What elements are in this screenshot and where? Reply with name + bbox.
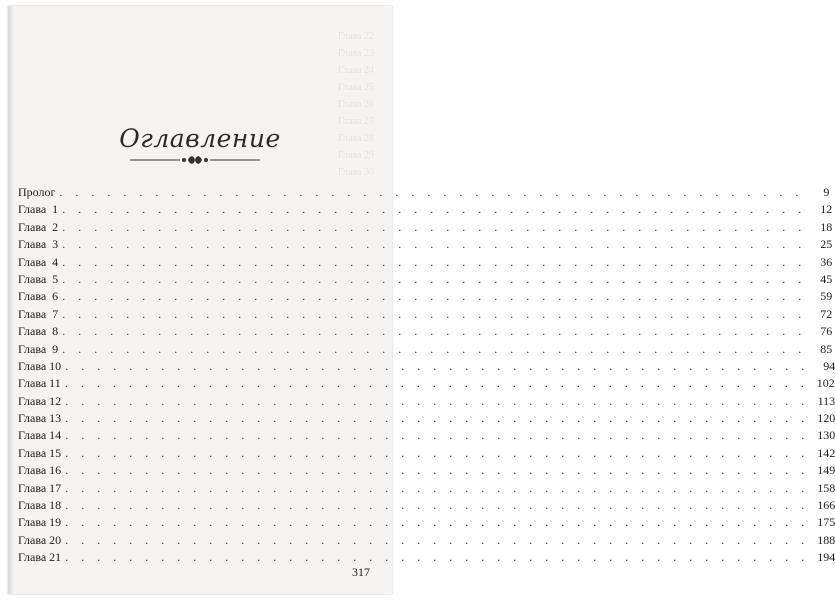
toc-entry-page: 45 bbox=[820, 271, 833, 286]
dot-leader: . . . . . . . . . . . . . . . . . . . . . . . . . . . . . . . . . . . . . . . . . . . . . . . bbox=[59, 185, 804, 199]
dot-leader: . . . . . . . . . . . . . . . . . . . . . . . . . . . . . . . . . . . . . . . . . . . . . . . bbox=[65, 445, 810, 460]
dot-leader: . . . . . . . . . . . . . . . . . . . . . . . . . . . . . . . . . . . . . . . . . . . . . . . bbox=[64, 376, 809, 391]
toc-entry bbox=[18, 532, 835, 549]
toc-entry bbox=[18, 497, 835, 514]
toc-entry bbox=[18, 254, 833, 271]
ornament-divider-icon bbox=[130, 154, 260, 166]
book-page bbox=[8, 6, 835, 594]
dot-leader: . . . . . . . . . . . . . . . . . . . . . . . . . . . . . . . . . . . . . . . . . . . . . . . bbox=[65, 358, 810, 373]
toc-entry bbox=[18, 549, 835, 566]
dot-leader: . . . . . . . . . . . . . . . . . . . . . . . . . . . . . . . . . . . . . . . . . . . . . . . bbox=[62, 306, 807, 321]
ghost-line: Глава 30 bbox=[338, 167, 374, 178]
page-title: Оглавление bbox=[119, 124, 281, 153]
toc-entry-page: 142 bbox=[817, 445, 835, 460]
toc-entry bbox=[18, 341, 833, 358]
dot-leader: . . . . . . . . . . . . . . . . . . . . . . . . . . . . . . . . . . . . . . . . . . . . . . . bbox=[65, 532, 810, 547]
ghost-line: Глава 29 bbox=[338, 150, 374, 161]
dot-leader: . . . . . . . . . . . . . . . . . . . . . . . . . . . . . . . . . . . . . . . . . . . . . . . bbox=[62, 324, 807, 339]
toc-entry bbox=[18, 393, 835, 410]
toc-entry-label: Глава 19 bbox=[18, 515, 62, 530]
dot-leader: . . . . . . . . . . . . . . . . . . . . . . . . . . . . . . . . . . . . . . . . . . . . . . . bbox=[65, 480, 810, 495]
toc-entry-label: Глава 1 bbox=[18, 202, 59, 217]
table-of-contents bbox=[18, 184, 835, 567]
toc-entry-page: 102 bbox=[816, 376, 835, 391]
ghost-line: Глава 27 bbox=[338, 116, 374, 127]
toc-entry-label: Глава 11 bbox=[18, 376, 61, 391]
toc-entry-label: Глава 17 bbox=[18, 480, 62, 495]
toc-entry-label: Глава 12 bbox=[18, 393, 62, 408]
toc-entry bbox=[18, 271, 833, 288]
toc-entry-page: 149 bbox=[817, 463, 835, 478]
toc-entry-label: Глава 9 bbox=[18, 341, 59, 356]
dot-leader: . . . . . . . . . . . . . . . . . . . . . . . . . . . . . . . . . . . . . . . . . . . . . . . bbox=[65, 498, 810, 513]
toc-entry-page: 25 bbox=[820, 237, 833, 252]
toc-entry-label: Глава 3 bbox=[18, 237, 59, 252]
ghost-line: Глава 26 bbox=[338, 99, 374, 110]
ghost-line: Глава 22 bbox=[338, 31, 374, 42]
toc-entry-page: 175 bbox=[817, 515, 835, 530]
toc-entry-label: Глава 2 bbox=[18, 219, 59, 234]
toc-entry-page: 130 bbox=[817, 428, 835, 443]
toc-entry-page: 188 bbox=[817, 532, 835, 547]
toc-entry bbox=[18, 445, 835, 462]
dot-leader: . . . . . . . . . . . . . . . . . . . . . . . . . . . . . . . . . . . . . . . . . . . . . . . bbox=[62, 341, 807, 356]
toc-entry-page: 18 bbox=[820, 219, 833, 234]
toc-entry bbox=[18, 375, 835, 392]
toc-entry-page: 113 bbox=[817, 393, 835, 408]
toc-entry bbox=[18, 201, 833, 218]
toc-entry bbox=[18, 306, 833, 323]
dot-leader: . . . . . . . . . . . . . . . . . . . . . . . . . . . . . . . . . . . . . . . . . . . . . . . bbox=[62, 289, 807, 304]
toc-entry bbox=[18, 358, 835, 375]
toc-entry bbox=[18, 323, 833, 340]
ghost-line: Глава 25 bbox=[338, 82, 374, 93]
toc-entry-page: 194 bbox=[817, 550, 835, 565]
toc-entry-page: 166 bbox=[817, 498, 835, 513]
toc-entry-label: Глава 20 bbox=[18, 532, 62, 547]
dot-leader: . . . . . . . . . . . . . . . . . . . . . . . . . . . . . . . . . . . . . . . . . . . . . . . bbox=[62, 271, 807, 286]
page-number: 317 bbox=[352, 565, 370, 579]
toc-entry-page: 36 bbox=[820, 254, 833, 269]
toc-entry bbox=[18, 184, 830, 201]
dot-leader: . . . . . . . . . . . . . . . . . . . . . . . . . . . . . . . . . . . . . . . . . . . . . . . bbox=[62, 219, 807, 234]
dot-leader: . . . . . . . . . . . . . . . . . . . . . . . . . . . . . . . . . . . . . . . . . . . . . . . bbox=[62, 237, 807, 252]
toc-entry-label: Глава 7 bbox=[18, 306, 59, 321]
toc-entry-page: 12 bbox=[820, 202, 833, 217]
toc-entry-page: 94 bbox=[823, 358, 835, 373]
toc-entry bbox=[18, 462, 835, 479]
toc-entry bbox=[18, 288, 833, 305]
toc-entry-label: Глава 21 bbox=[18, 550, 62, 565]
toc-entry-page: 9 bbox=[823, 185, 830, 199]
toc-entry-label: Глава 8 bbox=[18, 324, 59, 339]
toc-entry-label: Глава 10 bbox=[18, 358, 62, 373]
toc-entry bbox=[18, 480, 835, 497]
dot-leader: . . . . . . . . . . . . . . . . . . . . . . . . . . . . . . . . . . . . . . . . . . . . . . . bbox=[65, 515, 810, 530]
toc-entry-page: 158 bbox=[817, 480, 835, 495]
ghost-line: Глава 28 bbox=[338, 133, 374, 144]
toc-entry-label: Глава 6 bbox=[18, 289, 59, 304]
toc-entry bbox=[18, 410, 835, 427]
dot-leader: . . . . . . . . . . . . . . . . . . . . . . . . . . . . . . . . . . . . . . . . . . . . . . . bbox=[65, 393, 810, 408]
toc-entry-label: Глава 13 bbox=[18, 411, 62, 426]
toc-entry-label: Глава 5 bbox=[18, 271, 59, 286]
dot-leader: . . . . . . . . . . . . . . . . . . . . . . . . . . . . . . . . . . . . . . . . . . . . . . . bbox=[65, 550, 810, 565]
toc-entry-label: Глава 16 bbox=[18, 463, 62, 478]
toc-entry-label: Глава 15 bbox=[18, 445, 62, 460]
toc-entry-page: 120 bbox=[817, 411, 835, 426]
toc-entry bbox=[18, 219, 833, 236]
toc-entry-page: 59 bbox=[820, 289, 833, 304]
toc-entry bbox=[18, 427, 835, 444]
ghost-line: Глава 23 bbox=[338, 48, 374, 59]
toc-entry-page: 72 bbox=[820, 306, 833, 321]
dot-leader: . . . . . . . . . . . . . . . . . . . . . . . . . . . . . . . . . . . . . . . . . . . . . . . bbox=[65, 463, 810, 478]
bleed-through-text bbox=[254, 28, 374, 181]
ghost-line: Глава 24 bbox=[338, 65, 374, 76]
toc-entry-label: Пролог bbox=[18, 185, 56, 199]
dot-leader: . . . . . . . . . . . . . . . . . . . . . . . . . . . . . . . . . . . . . . . . . . . . . . . bbox=[62, 254, 807, 269]
toc-entry-page: 76 bbox=[820, 324, 833, 339]
dot-leader: . . . . . . . . . . . . . . . . . . . . . . . . . . . . . . . . . . . . . . . . . . . . . . . bbox=[65, 428, 810, 443]
toc-entry-label: Глава 14 bbox=[18, 428, 62, 443]
toc-entry bbox=[18, 236, 833, 253]
toc-entry-label: Глава 18 bbox=[18, 498, 62, 513]
dot-leader: . . . . . . . . . . . . . . . . . . . . . . . . . . . . . . . . . . . . . . . . . . . . . . . bbox=[65, 411, 810, 426]
toc-entry-page: 85 bbox=[820, 341, 833, 356]
dot-leader: . . . . . . . . . . . . . . . . . . . . . . . . . . . . . . . . . . . . . . . . . . . . . . . bbox=[62, 202, 807, 217]
toc-entry-label: Глава 4 bbox=[18, 254, 59, 269]
toc-entry bbox=[18, 514, 835, 531]
